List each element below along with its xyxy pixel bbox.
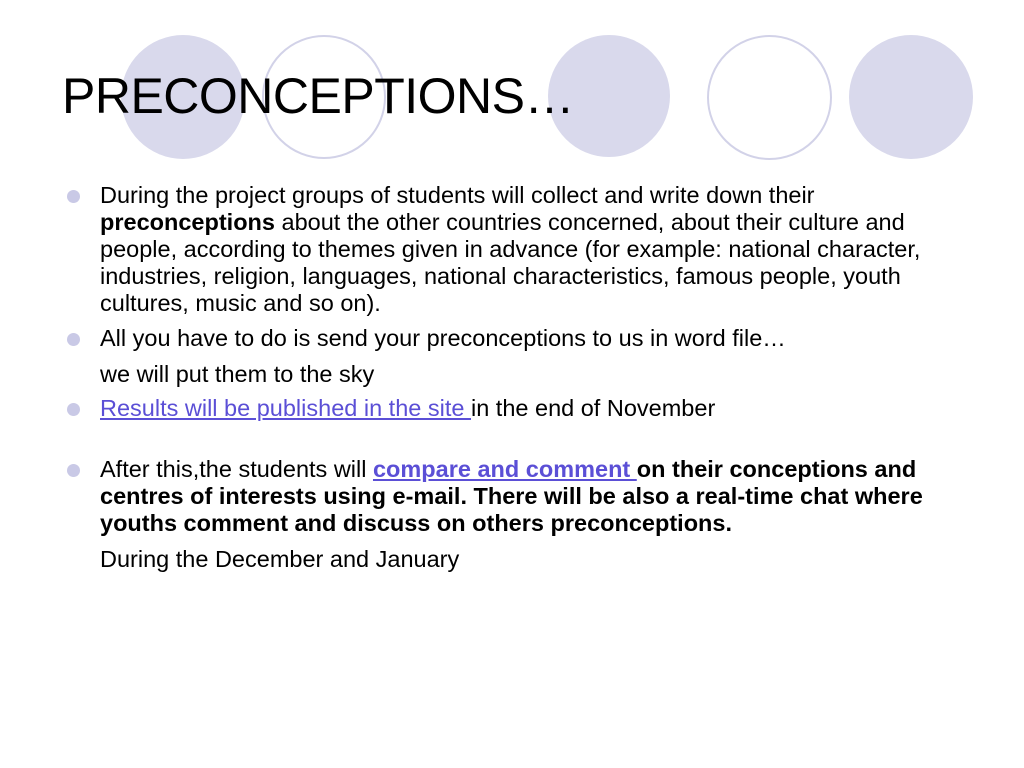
- bullet-dot-icon: [67, 403, 80, 416]
- bullet-bold-text: preconceptions: [100, 209, 275, 235]
- bullet-item: [66, 395, 966, 422]
- bullet-item: [66, 456, 966, 537]
- decorative-circle-filled: [849, 35, 973, 159]
- bullet-text: After this,the students will: [100, 456, 373, 482]
- bullet-continuation: During the December and January: [100, 546, 460, 572]
- bullet-text: During the project groups of students will collect and write down their: [100, 182, 815, 208]
- results-site-link[interactable]: Results will be published in the site: [100, 395, 471, 421]
- slide-body: [66, 182, 966, 573]
- decorative-circle-ring: [707, 35, 832, 160]
- bullet-item: [66, 182, 966, 317]
- slide-title: PRECONCEPTIONS…: [62, 68, 575, 124]
- bullet-text: in the end of November: [470, 395, 716, 421]
- bullet-bold-text: on their conceptions and centres of interests using e-mail. There will be also a real-time chat where youths comment and discuss on others preconceptions.: [100, 456, 923, 536]
- bullet-dot-icon: [67, 333, 80, 346]
- bullet-item: [66, 325, 966, 352]
- compare-comment-link[interactable]: compare and comment: [372, 456, 637, 482]
- bullet-continuation: we will put them to the sky: [100, 361, 375, 387]
- bullet-text: about the other countries concerned, about their culture and people, according to themes given in advance (for example: national character, industries, religion, languages, national characteristics, famous people, youth cultures, music and so on).: [100, 209, 921, 316]
- bullet-dot-icon: [67, 464, 80, 477]
- bullet-dot-icon: [67, 190, 80, 203]
- bullet-text: All you have to do is send your preconceptions to us in word file…: [100, 325, 786, 351]
